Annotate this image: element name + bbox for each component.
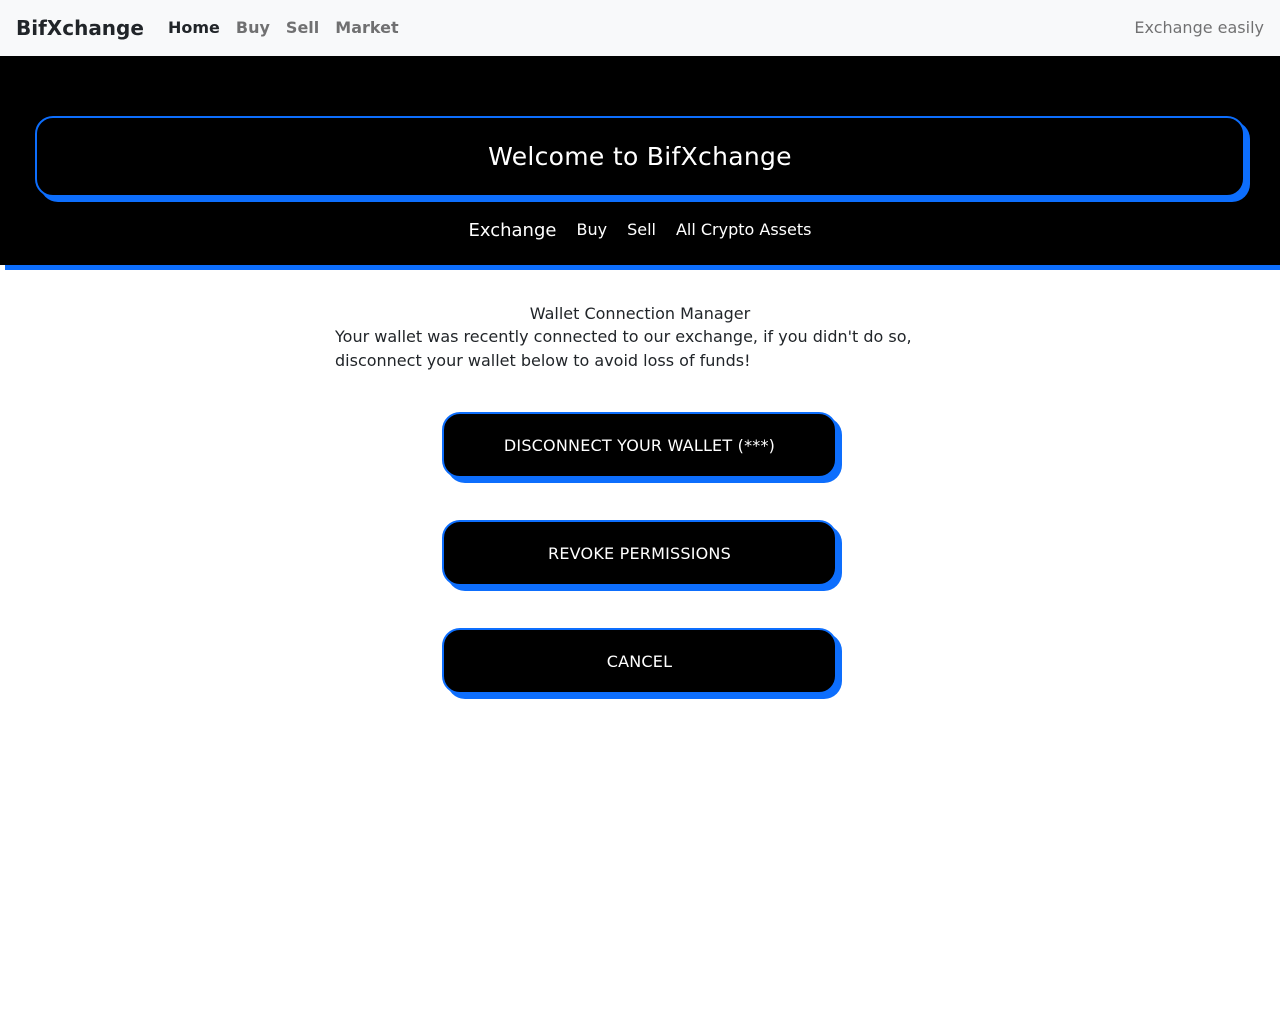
hero-link-exchange[interactable]: Exchange [468, 220, 557, 241]
wallet-manager-section [335, 303, 945, 373]
hero-link-buy[interactable]: Buy [576, 219, 608, 239]
revoke-permissions-button[interactable]: REVOKE PERMISSIONS [442, 520, 837, 586]
welcome-title: Welcome to BifXchange [488, 142, 792, 171]
welcome-box [35, 116, 1245, 197]
hero-divider [5, 265, 1280, 270]
hero-nav [0, 216, 1280, 243]
nav-link-market[interactable]: Market [335, 18, 399, 37]
nav-link-home[interactable]: Home [168, 18, 220, 37]
hero-banner [0, 56, 1280, 265]
nav-links [160, 0, 407, 56]
nav-link-sell[interactable]: Sell [285, 18, 320, 37]
hero-link-sell[interactable]: Sell [627, 219, 656, 239]
disconnect-wallet-button[interactable]: DISCONNECT YOUR WALLET (***) [442, 412, 837, 478]
navbar-tagline: Exchange easily [1134, 18, 1264, 37]
top-navbar [0, 0, 1280, 56]
nav-link-buy[interactable]: Buy [235, 18, 270, 37]
hero-link-all-crypto-assets[interactable]: All Crypto Assets [675, 219, 812, 239]
section-title: Wallet Connection Manager [529, 304, 751, 323]
cancel-button[interactable]: CANCEL [442, 628, 837, 694]
brand-logo-link[interactable]: BifXchange [16, 16, 144, 40]
warning-message: Your wallet was recently connected to our exchange, if you didn't do so, disconnect your wallet below to avoid loss of funds! [335, 327, 912, 370]
